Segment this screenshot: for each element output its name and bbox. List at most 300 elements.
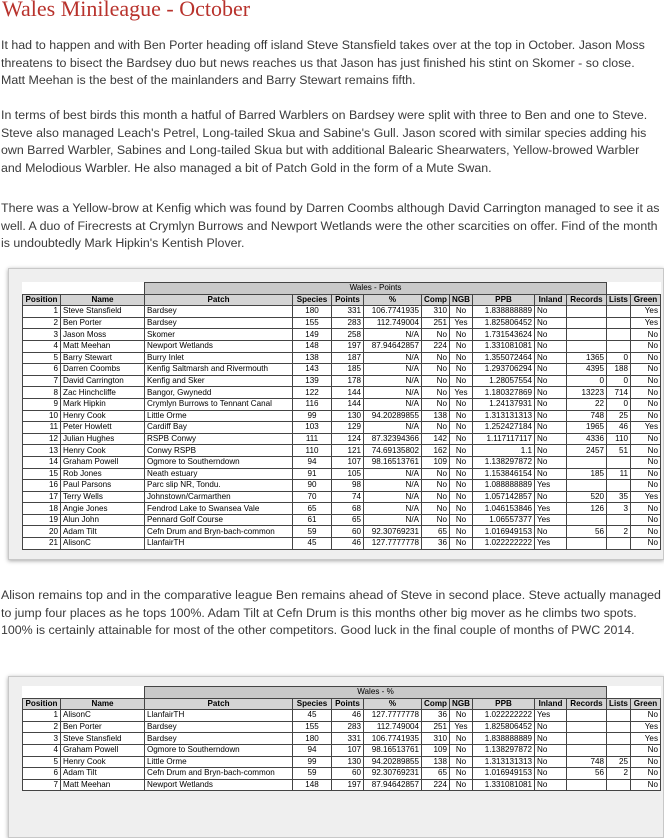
cell-ppb: 1.088888889 <box>473 480 535 492</box>
cell-records <box>567 744 607 756</box>
cell-percent: N/A <box>364 503 422 515</box>
cell-points: 68 <box>332 503 364 515</box>
cell-inland: No <box>535 526 567 538</box>
cell-ppb: 1.180327869 <box>473 387 535 399</box>
cell-points: 197 <box>332 340 364 352</box>
cell-position: 9 <box>23 398 61 410</box>
cell-records: 56 <box>567 526 607 538</box>
cell-lists <box>607 779 631 791</box>
column-header-position: Position <box>23 294 61 306</box>
cell-lists: 714 <box>607 387 631 399</box>
table-row <box>23 721 661 733</box>
table-row <box>23 779 661 791</box>
cell-records: 748 <box>567 756 607 768</box>
table-row <box>23 538 661 550</box>
cell-percent: N/A <box>364 387 422 399</box>
cell-patch: Johnstown/Carmarthen <box>145 491 293 503</box>
cell-lists <box>607 340 631 352</box>
cell-species: 122 <box>293 387 332 399</box>
cell-records: 4395 <box>567 364 607 376</box>
column-header-ngb: NGB <box>450 698 473 710</box>
cell-points: 107 <box>332 456 364 468</box>
cell-lists: 0 <box>607 352 631 364</box>
cell-name: Henry Cook <box>61 445 145 457</box>
cell-species: 155 <box>293 317 332 329</box>
cell-ngb: No <box>450 538 473 550</box>
cell-ppb: 1.313131313 <box>473 756 535 768</box>
cell-ngb: Yes <box>450 721 473 733</box>
cell-records: 13223 <box>567 387 607 399</box>
column-header-patch: Patch <box>145 294 293 306</box>
cell-name: Mark Hipkin <box>61 398 145 410</box>
cell-name: Graham Powell <box>61 744 145 756</box>
cell-ngb: No <box>450 503 473 515</box>
column-header-inland: Inland <box>535 294 567 306</box>
cell-comp: No <box>422 375 450 387</box>
cell-lists: 2 <box>607 526 631 538</box>
column-header-points: Points <box>332 294 364 306</box>
cell-lists: 188 <box>607 364 631 376</box>
best-birds-paragraph: In terms of best birds this month a hatful of Barred Warblers on Bardsey were split with three to Ben and one to Steve. Steve also managed Leach's Petrel, Long-tailed Skua and Sabine's Gull. Jason scored with similar species adding his own Barred Warbler, Sabines and Long-tailed Skua but with additional Balearic Shearwaters, Yellow-browed Warbler and Melodious Warbler. He also managed a bit of Patch Gold in the form of a Mute Swan. <box>1 108 648 175</box>
cell-position: 12 <box>23 433 61 445</box>
cell-ngb: No <box>450 352 473 364</box>
cell-inland: No <box>535 468 567 480</box>
cell-points: 144 <box>332 398 364 410</box>
cell-position: 3 <box>23 329 61 341</box>
cell-green: No <box>631 768 661 780</box>
cell-comp: 224 <box>422 340 450 352</box>
cell-percent: N/A <box>364 364 422 376</box>
column-header-green: Green <box>631 294 661 306</box>
cell-percent: 127.7777778 <box>364 710 422 722</box>
cell-inland: No <box>535 317 567 329</box>
cell-percent: 74.69135802 <box>364 445 422 457</box>
cell-patch: Bangor, Gwynedd <box>145 387 293 399</box>
cell-green: No <box>631 410 661 422</box>
cell-green: No <box>631 503 661 515</box>
cell-points: 283 <box>332 721 364 733</box>
cell-records <box>567 710 607 722</box>
table-row <box>23 468 661 480</box>
cell-ngb: No <box>450 340 473 352</box>
cell-ppb: 1.28057554 <box>473 375 535 387</box>
cell-name: Paul Parsons <box>61 480 145 492</box>
cell-percent: N/A <box>364 468 422 480</box>
cell-ppb: 1.016949153 <box>473 768 535 780</box>
cell-ppb: 1.731543624 <box>473 329 535 341</box>
cell-points: 144 <box>332 387 364 399</box>
cell-comp: No <box>422 503 450 515</box>
cell-name: Peter Howlett <box>61 422 145 434</box>
cell-inland: No <box>535 456 567 468</box>
scarcities-paragraph: There was a Yellow-brow at Kenfig which was found by Darren Coombs although David Carrington managed to see it as well. A duo of Firecrests at Crymlyn Burrows and Newport Wetlands were the other scarcities on offer. Find of the month is undoubtedly Mark Hipkin's Kentish Plover. <box>1 201 660 250</box>
cell-species: 110 <box>293 445 332 457</box>
cell-inland: No <box>535 491 567 503</box>
cell-records <box>567 329 607 341</box>
cell-records: 22 <box>567 398 607 410</box>
cell-ngb: No <box>450 410 473 422</box>
cell-records <box>567 721 607 733</box>
cell-ngb: No <box>450 422 473 434</box>
cell-inland: No <box>535 779 567 791</box>
cell-patch: LlanfairTH <box>145 710 293 722</box>
cell-comp: 36 <box>422 538 450 550</box>
cell-ppb: 1.138297872 <box>473 744 535 756</box>
cell-points: 46 <box>332 710 364 722</box>
cell-patch: Burry Inlet <box>145 352 293 364</box>
cell-name: Adam Tilt <box>61 768 145 780</box>
cell-species: 99 <box>293 756 332 768</box>
cell-lists <box>607 733 631 745</box>
cell-lists: 46 <box>607 422 631 434</box>
cell-green: No <box>631 375 661 387</box>
cell-points: 60 <box>332 768 364 780</box>
cell-records <box>567 733 607 745</box>
column-header-species: Species <box>293 294 332 306</box>
cell-inland: No <box>535 445 567 457</box>
cell-ngb: No <box>450 398 473 410</box>
cell-species: 143 <box>293 364 332 376</box>
cell-patch: Neath estuary <box>145 468 293 480</box>
cell-species: 139 <box>293 375 332 387</box>
cell-patch: Bardsey <box>145 733 293 745</box>
column-header-ppb: PPB <box>473 698 535 710</box>
table-row <box>23 398 661 410</box>
cell-percent: N/A <box>364 491 422 503</box>
cell-name: Ben Porter <box>61 317 145 329</box>
cell-patch: Bardsey <box>145 306 293 318</box>
table-row <box>23 306 661 318</box>
cell-patch: Kenfig Saltmarsh and Rivermouth <box>145 364 293 376</box>
cell-patch: Little Orme <box>145 410 293 422</box>
cell-inland: No <box>535 364 567 376</box>
cell-points: 130 <box>332 410 364 422</box>
cell-ngb: No <box>450 526 473 538</box>
cell-patch: Kenfig and Sker <box>145 375 293 387</box>
cell-comp: 224 <box>422 779 450 791</box>
comparative-paragraph: Alison remains top and in the comparative league Ben remains ahead of Steve in second place. Steve actually managed to jump four places as he tops 100%. Adam Tilt at Cefn Drum is this months other big mover as he climbs two spots. 100% is certainly attainable for most of the other competitors. Good luck in the final couple of months of PWC 2014. <box>1 588 661 637</box>
cell-name: AlisonC <box>61 538 145 550</box>
table-row <box>23 514 661 526</box>
column-header-name: Name <box>61 294 145 306</box>
cell-points: 121 <box>332 445 364 457</box>
cell-species: 180 <box>293 733 332 745</box>
cell-green: No <box>631 468 661 480</box>
cell-ppb: 1.838888889 <box>473 306 535 318</box>
cell-records <box>567 340 607 352</box>
table-row <box>23 480 661 492</box>
cell-records <box>567 456 607 468</box>
cell-ngb: Yes <box>450 317 473 329</box>
cell-inland: No <box>535 375 567 387</box>
column-header-lists: Lists <box>607 294 631 306</box>
cell-green: Yes <box>631 306 661 318</box>
table-row <box>23 744 661 756</box>
cell-patch: Newport Wetlands <box>145 340 293 352</box>
cell-points: 129 <box>332 422 364 434</box>
cell-ppb: 1.331081081 <box>473 779 535 791</box>
cell-comp: 65 <box>422 768 450 780</box>
cell-position: 5 <box>23 756 61 768</box>
cell-name: Rob Jones <box>61 468 145 480</box>
table-row <box>23 756 661 768</box>
cell-records: 2457 <box>567 445 607 457</box>
table-row <box>23 352 661 364</box>
column-header-patch: Patch <box>145 698 293 710</box>
column-header-records: Records <box>567 698 607 710</box>
cell-points: 65 <box>332 514 364 526</box>
cell-points: 124 <box>332 433 364 445</box>
cell-lists: 0 <box>607 375 631 387</box>
cell-comp: 138 <box>422 410 450 422</box>
cell-species: 155 <box>293 721 332 733</box>
cell-percent: N/A <box>364 329 422 341</box>
cell-records <box>567 514 607 526</box>
cell-green: No <box>631 387 661 399</box>
cell-position: 17 <box>23 491 61 503</box>
cell-inland: No <box>535 422 567 434</box>
cell-species: 148 <box>293 340 332 352</box>
cell-lists <box>607 329 631 341</box>
cell-ppb: 1.022222222 <box>473 710 535 722</box>
table-row <box>23 422 661 434</box>
cell-comp: No <box>422 468 450 480</box>
cell-ngb: No <box>450 456 473 468</box>
cell-lists: 35 <box>607 491 631 503</box>
cell-position: 1 <box>23 710 61 722</box>
cell-inland: No <box>535 744 567 756</box>
cell-species: 90 <box>293 480 332 492</box>
cell-patch: Conwy RSPB <box>145 445 293 457</box>
cell-inland: No <box>535 433 567 445</box>
cell-name: David Carrington <box>61 375 145 387</box>
table-row <box>23 503 661 515</box>
cell-position: 15 <box>23 468 61 480</box>
cell-comp: 109 <box>422 744 450 756</box>
cell-patch: Fendrod Lake to Swansea Vale <box>145 503 293 515</box>
cell-comp: No <box>422 514 450 526</box>
cell-ppb: 1.355072464 <box>473 352 535 364</box>
cell-lists: 51 <box>607 445 631 457</box>
cell-green: No <box>631 364 661 376</box>
cell-lists <box>607 721 631 733</box>
cell-species: 65 <box>293 503 332 515</box>
cell-ngb: No <box>450 480 473 492</box>
cell-inland: No <box>535 398 567 410</box>
cell-comp: 109 <box>422 456 450 468</box>
cell-comp: No <box>422 422 450 434</box>
cell-patch: Parc slip NR, Tondu. <box>145 480 293 492</box>
cell-ppb: 1.838888889 <box>473 733 535 745</box>
cell-comp: 138 <box>422 756 450 768</box>
cell-ppb: 1.138297872 <box>473 456 535 468</box>
cell-ppb: 1.825806452 <box>473 317 535 329</box>
table-row <box>23 733 661 745</box>
cell-inland: No <box>535 733 567 745</box>
table-row <box>23 410 661 422</box>
cell-records: 0 <box>567 375 607 387</box>
cell-ppb: 1.016949153 <box>473 526 535 538</box>
cell-percent: 87.94642857 <box>364 340 422 352</box>
cell-percent: N/A <box>364 398 422 410</box>
cell-position: 14 <box>23 456 61 468</box>
column-header-ppb: PPB <box>473 294 535 306</box>
cell-ngb: No <box>450 514 473 526</box>
column-header-comp: Comp <box>422 698 450 710</box>
cell-comp: No <box>422 491 450 503</box>
cell-position: 2 <box>23 317 61 329</box>
cell-patch: Cefn Drum and Bryn-bach-common <box>145 526 293 538</box>
column-header-name: Name <box>61 698 145 710</box>
cell-lists <box>607 744 631 756</box>
cell-ngb: No <box>450 364 473 376</box>
cell-percent: 94.20289855 <box>364 756 422 768</box>
cell-species: 91 <box>293 468 332 480</box>
cell-name: Matt Meehan <box>61 779 145 791</box>
cell-name: Angie Jones <box>61 503 145 515</box>
cell-patch: Cefn Drum and Bryn-bach-common <box>145 768 293 780</box>
cell-ngb: No <box>450 433 473 445</box>
cell-position: 4 <box>23 744 61 756</box>
table-row <box>23 491 661 503</box>
cell-lists: 11 <box>607 468 631 480</box>
cell-ngb: No <box>450 756 473 768</box>
cell-species: 70 <box>293 491 332 503</box>
cell-comp: No <box>422 480 450 492</box>
cell-patch: Bardsey <box>145 317 293 329</box>
cell-percent: 127.7777778 <box>364 538 422 550</box>
column-header-points: Points <box>332 698 364 710</box>
cell-position: 6 <box>23 364 61 376</box>
cell-records: 4336 <box>567 433 607 445</box>
cell-name: Steve Stansfield <box>61 733 145 745</box>
post-title: Wales Minileague - October <box>2 0 251 21</box>
cell-records: 748 <box>567 410 607 422</box>
cell-percent: 98.16513761 <box>364 744 422 756</box>
cell-percent: 106.7741935 <box>364 733 422 745</box>
cell-ppb: 1.1 <box>473 445 535 457</box>
cell-green: Yes <box>631 317 661 329</box>
cell-ngb: No <box>450 744 473 756</box>
cell-percent: 87.32394366 <box>364 433 422 445</box>
cell-records <box>567 306 607 318</box>
cell-position: 8 <box>23 387 61 399</box>
cell-ngb: No <box>450 445 473 457</box>
cell-species: 148 <box>293 779 332 791</box>
cell-records <box>567 779 607 791</box>
cell-percent: 98.16513761 <box>364 456 422 468</box>
cell-records <box>567 480 607 492</box>
cell-position: 11 <box>23 422 61 434</box>
cell-percent: 87.94642857 <box>364 779 422 791</box>
cell-records <box>567 538 607 550</box>
cell-patch: Ogmore to Southerndown <box>145 456 293 468</box>
cell-species: 103 <box>293 422 332 434</box>
cell-lists: 25 <box>607 410 631 422</box>
cell-ngb: No <box>450 733 473 745</box>
cell-comp: 310 <box>422 306 450 318</box>
cell-ngb: No <box>450 768 473 780</box>
cell-lists <box>607 710 631 722</box>
cell-position: 18 <box>23 503 61 515</box>
cell-position: 6 <box>23 768 61 780</box>
percent-table <box>22 686 661 791</box>
column-header-inland: Inland <box>535 698 567 710</box>
column-header-lists: Lists <box>607 698 631 710</box>
cell-species: 180 <box>293 306 332 318</box>
cell-species: 45 <box>293 710 332 722</box>
cell-lists: 25 <box>607 756 631 768</box>
cell-ngb: No <box>450 329 473 341</box>
cell-percent: 112.749004 <box>364 721 422 733</box>
cell-ngb: No <box>450 710 473 722</box>
cell-green: No <box>631 779 661 791</box>
cell-comp: 162 <box>422 445 450 457</box>
cell-points: 331 <box>332 306 364 318</box>
cell-green: No <box>631 340 661 352</box>
cell-green: No <box>631 538 661 550</box>
cell-patch: Bardsey <box>145 721 293 733</box>
cell-name: AlisonC <box>61 710 145 722</box>
cell-name: Matt Meehan <box>61 340 145 352</box>
cell-patch: Crymlyn Burrows to Tennant Canal <box>145 398 293 410</box>
cell-lists <box>607 456 631 468</box>
cell-species: 138 <box>293 352 332 364</box>
cell-records: 185 <box>567 468 607 480</box>
table-row <box>23 768 661 780</box>
cell-inland: Yes <box>535 503 567 515</box>
cell-inland: No <box>535 352 567 364</box>
cell-percent: N/A <box>364 375 422 387</box>
cell-patch: Cardiff Bay <box>145 422 293 434</box>
cell-species: 116 <box>293 398 332 410</box>
cell-green: Yes <box>631 721 661 733</box>
cell-percent: 106.7741935 <box>364 306 422 318</box>
column-header-records: Records <box>567 294 607 306</box>
cell-position: 7 <box>23 375 61 387</box>
cell-ppb: 1.825806452 <box>473 721 535 733</box>
cell-comp: No <box>422 329 450 341</box>
cell-patch: Little Orme <box>145 756 293 768</box>
cell-species: 59 <box>293 768 332 780</box>
cell-green: No <box>631 514 661 526</box>
cell-ppb: 1.117117117 <box>473 433 535 445</box>
cell-green: No <box>631 710 661 722</box>
cell-patch: RSPB Conwy <box>145 433 293 445</box>
cell-records <box>567 317 607 329</box>
cell-name: Jason Moss <box>61 329 145 341</box>
points-table-image <box>8 268 664 560</box>
cell-name: Terry Wells <box>61 491 145 503</box>
cell-inland: Yes <box>535 480 567 492</box>
cell-ppb: 1.057142857 <box>473 491 535 503</box>
cell-comp: 251 <box>422 721 450 733</box>
cell-ngb: No <box>450 375 473 387</box>
cell-comp: 36 <box>422 710 450 722</box>
cell-points: 187 <box>332 352 364 364</box>
cell-green: Yes <box>631 491 661 503</box>
cell-comp: 65 <box>422 526 450 538</box>
cell-ppb: 1.06557377 <box>473 514 535 526</box>
table-caption: Wales - % <box>145 687 607 699</box>
cell-patch: LlanfairTH <box>145 538 293 550</box>
cell-species: 94 <box>293 744 332 756</box>
cell-percent: 92.30769231 <box>364 526 422 538</box>
cell-name: Adam Tilt <box>61 526 145 538</box>
cell-name: Darren Coombs <box>61 364 145 376</box>
cell-patch: Pennard Golf Course <box>145 514 293 526</box>
cell-inland: Yes <box>535 538 567 550</box>
